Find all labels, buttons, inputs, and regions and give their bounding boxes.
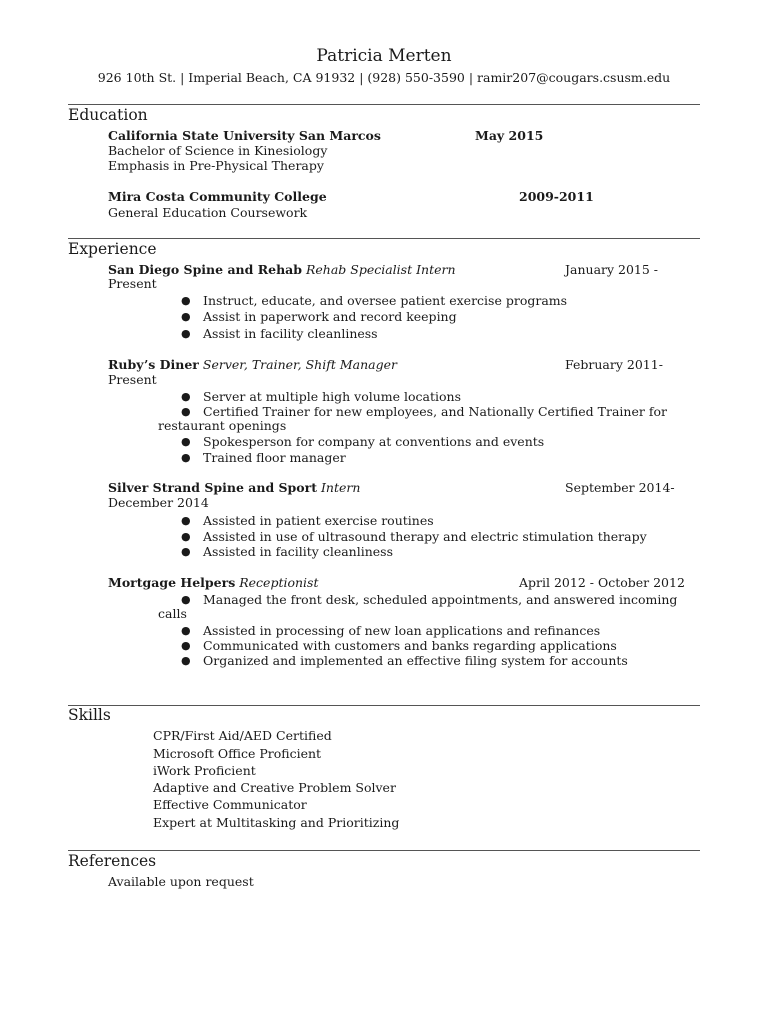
job-role: Intern [320,480,361,495]
employer-name: San Diego Spine and Rehab [108,262,302,277]
job-bullet: Organized and implemented an effective filing system for accounts [203,653,628,668]
job-role: Receptionist [239,575,319,590]
job-bullet: Instruct, educate, and oversee patient exercise programs [203,293,568,308]
job-date-continued: December 2014 [108,495,209,510]
job-header [108,480,360,495]
job-header [108,357,397,372]
job-bullet: Assisted in facility cleanliness [203,544,393,559]
section-divider [68,104,700,105]
school-date: 2009-2011 [519,189,594,204]
experience-heading: Experience [68,240,157,258]
employer-name: Silver Strand Spine and Sport [108,480,317,495]
skill-item: Expert at Multitasking and Prioritizing [153,815,400,830]
job-header [108,575,318,590]
job-bullet: Assisted in processing of new loan applications and refinances [203,623,601,638]
resume-name: Patricia Merten [316,46,452,66]
job-bullet: Trained floor manager [203,450,346,465]
skill-item: iWork Proficient [153,763,256,778]
employer-name: Ruby’s Diner [108,357,199,372]
job-bullet: Assisted in patient exercise routines [203,513,434,528]
references-text: Available upon request [108,874,254,889]
skills-heading: Skills [68,706,111,724]
school-date: May 2015 [475,128,544,143]
section-divider [68,705,700,706]
job-header [108,262,456,277]
skill-item: Microsoft Office Proficient [153,746,322,761]
bullet-icon: ● [181,654,191,667]
job-bullet: Assisted in use of ultrasound therapy and electric stimulation therapy [203,529,647,544]
contact-line: 926 10th St. | Imperial Beach, CA 91932 | (928) 550-3590 | ramir207@cougars.csusm.edu [97,70,671,85]
job-bullet-continued: restaurant openings [158,418,287,433]
section-divider [68,850,700,851]
references-heading: References [68,852,157,870]
job-bullet: Assist in facility cleanliness [203,326,378,341]
bullet-icon: ● [181,514,191,527]
job-date: September 2014- [565,480,675,495]
job-bullet: Server at multiple high volume locations [203,389,462,404]
education-heading: Education [68,106,148,124]
section-divider [68,238,700,239]
degree-line: Emphasis in Pre-Physical Therapy [108,158,324,173]
job-bullet: Certified Trainer for new employees, and Nationally Certified Trainer for [203,404,667,419]
bullet-icon: ● [181,639,191,652]
bullet-icon: ● [181,390,191,403]
skill-item: CPR/First Aid/AED Certified [153,728,332,743]
bullet-icon: ● [181,435,191,448]
job-date-continued: Present [108,276,157,291]
job-bullet: Spokesperson for company at conventions and events [203,434,545,449]
degree-line: General Education Coursework [108,205,308,220]
job-date: January 2015 - [565,262,659,277]
bullet-icon: ● [181,545,191,558]
job-role: Rehab Specialist Intern [305,262,456,277]
job-bullet: Communicated with customers and banks regarding applications [203,638,617,653]
job-date: April 2012 - October 2012 [519,575,685,590]
employer-name: Mortgage Helpers [108,575,236,590]
skill-item: Effective Communicator [153,797,307,812]
job-role: Server, Trainer, Shift Manager [202,357,397,372]
bullet-icon: ● [181,451,191,464]
school-name: California State University San Marcos [108,128,381,143]
bullet-icon: ● [181,593,191,606]
bullet-icon: ● [181,310,191,323]
bullet-icon: ● [181,405,191,418]
bullet-icon: ● [181,327,191,340]
skill-item: Adaptive and Creative Problem Solver [153,780,396,795]
job-bullet-continued: calls [158,606,187,621]
job-date-continued: Present [108,372,157,387]
school-name: Mira Costa Community College [108,189,327,204]
job-bullet: Assist in paperwork and record keeping [203,309,457,324]
job-date: February 2011- [565,357,663,372]
job-bullet: Managed the front desk, scheduled appointments, and answered incoming [203,592,678,607]
bullet-icon: ● [181,624,191,637]
bullet-icon: ● [181,530,191,543]
degree-line: Bachelor of Science in Kinesiology [108,143,328,158]
bullet-icon: ● [181,294,191,307]
